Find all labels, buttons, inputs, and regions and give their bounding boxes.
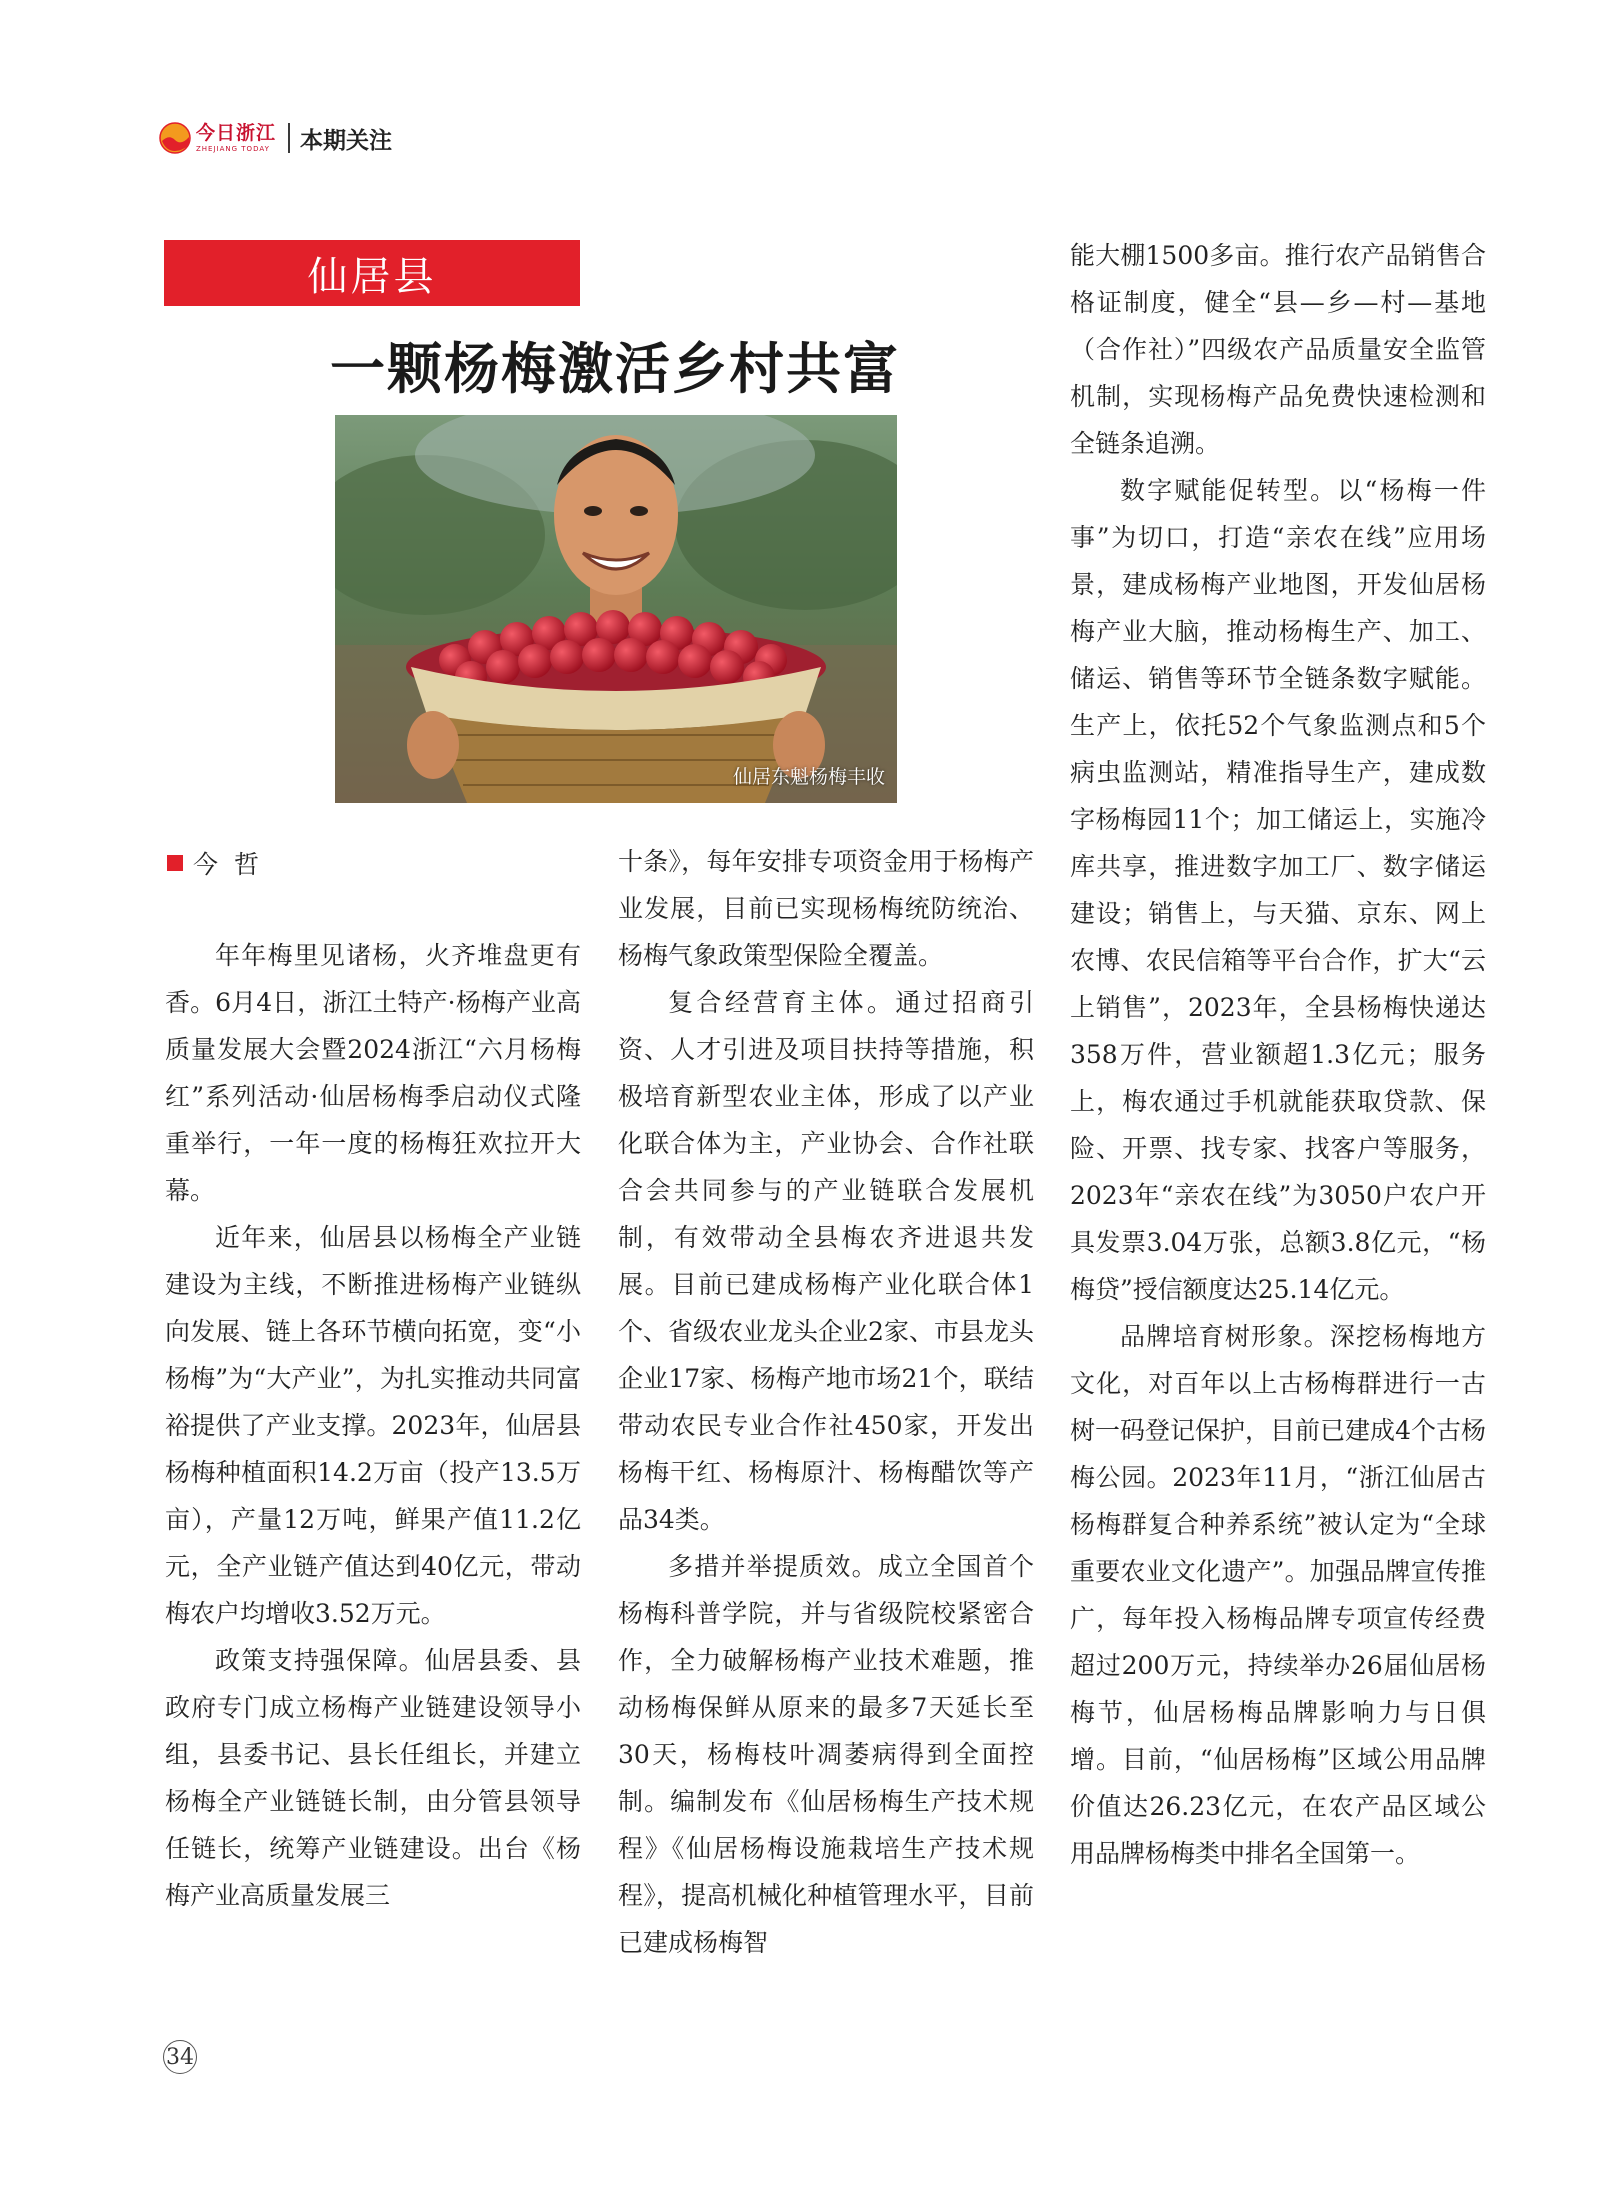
- magazine-logo: [158, 118, 276, 158]
- paragraph-continued: 十条》，每年安排专项资金用于杨梅产业发展，目前已实现杨梅统防统治、杨梅气象政策型保险全覆盖。: [618, 847, 1034, 970]
- text-column-3: [1070, 232, 1486, 1877]
- byline-square-icon: [167, 855, 183, 871]
- article-title: 一颗杨梅激活乡村共富: [330, 336, 901, 401]
- page-number: 34: [163, 2040, 197, 2074]
- logo-text-cn: 今日浙江: [196, 121, 277, 144]
- paragraph: 年年梅里见诸杨，火齐堆盘更有香。6月4日，浙江土特产·杨梅产业高质量发展大会暨2024浙江“六月杨梅红”系列活动·仙居杨梅季启动仪式隆重举行，一年一度的杨梅狂欢拉开大幕。: [165, 941, 581, 1205]
- paragraph: 多措并举提质效。成立全国首个杨梅科普学院，并与省级院校紧密合作，全力破解杨梅产业技术难题，推动杨梅保鲜从原来的最多7天延长至30天，杨梅枝叶凋萎病得到全面控制。编制发布《仙居杨梅生产技术规程》《仙居杨梅设施栽培生产技术规程》，提高机械化种植管理水平，目前已建成杨梅智: [618, 1552, 1034, 1957]
- header-divider: [288, 123, 290, 153]
- kicker-text: 仙居县: [307, 253, 437, 300]
- text-column-1: [165, 932, 581, 1919]
- author-name: 今哲: [193, 850, 276, 879]
- photo-caption: 仙居东魁杨梅丰收: [732, 766, 885, 788]
- kicker-banner: [164, 240, 580, 306]
- paragraph: 品牌培育树形象。深挖杨梅地方文化，对百年以上古杨梅群进行一古树一码登记保护，目前已建成4个古杨梅公园。2023年11月，“浙江仙居古杨梅群复合种养系统”被认定为“全球重要农业文化遗产”。加强品牌宣传推广，每年投入杨梅品牌专项宣传经费超过200万元，持续举办26届仙居杨梅节，仙居杨梅品牌影响力与日俱增。目前，“仙居杨梅”区域公用品牌价值达26.23亿元，在农产品区域公用品牌杨梅类中排名全国第一。: [1070, 1322, 1486, 1868]
- farmer-with-bayberry-basket-image: [335, 415, 897, 803]
- paragraph-continued: 能大棚1500多亩。推行农产品销售合格证制度，健全“县—乡—村—基地（合作社）”四级农产品质量安全监管机制，实现杨梅产品免费快速检测和全链条追溯。: [1070, 241, 1486, 458]
- section-label: 本期关注: [300, 127, 393, 154]
- text-column-2: [618, 838, 1034, 1966]
- page-header: [158, 118, 392, 158]
- paragraph: 政策支持强保障。仙居县委、县政府专门成立杨梅产业链建设领导小组，县委书记、县长任组长，并建立杨梅全产业链链长制，由分管县领导任链长，统筹产业链建设。出台《杨梅产业高质量发展三: [165, 1646, 581, 1910]
- paragraph: 复合经营育主体。通过招商引资、人才引进及项目扶持等措施，积极培育新型农业主体，形成了以产业化联合体为主，产业协会、合作社联合会共同参与的产业链联合发展机制，有效带动全县梅农齐进退共发展。目前已建成杨梅产业化联合体1个、省级农业龙头企业2家、市县龙头企业17家、杨梅产地市场21个，联结带动农民专业合作社450家，开发出杨梅干红、杨梅原汁、杨梅醋饮等产品34类。: [618, 988, 1034, 1534]
- logo-text-en: ZHEJIANG TODAY: [196, 144, 270, 153]
- author-byline: [167, 845, 275, 881]
- sun-wave-logo-icon: [158, 121, 192, 155]
- paragraph: 近年来，仙居县以杨梅全产业链建设为主线，不断推进杨梅产业链纵向发展、链上各环节横向拓宽，变“小杨梅”为“大产业”，为扎实推动共同富裕提供了产业支撑。2023年，仙居县杨梅种植面积14.2万亩（投产13.5万亩），产量12万吨，鲜果产值11.2亿元，全产业链产值达到40亿元，带动梅农户均增收3.52万元。: [165, 1223, 581, 1628]
- paragraph: 数字赋能促转型。以“杨梅一件事”为切口，打造“亲农在线”应用场景，建成杨梅产业地图，开发仙居杨梅产业大脑，推动杨梅生产、加工、储运、销售等环节全链条数字赋能。生产上，依托52个气象监测点和5个病虫监测站，精准指导生产，建成数字杨梅园11个；加工储运上，实施冷库共享，推进数字加工厂、数字储运建设；销售上，与天猫、京东、网上农博、农民信箱等平台合作，扩大“云上销售”，2023年，全县杨梅快递达358万件，营业额超1.3亿元；服务上，梅农通过手机就能获取贷款、保险、开票、找专家、找客户等服务，2023年“亲农在线”为3050户农户开具发票3.04万张，总额3.8亿元，“杨梅贷”授信额度达25.14亿元。: [1070, 476, 1486, 1304]
- article-photo: [335, 415, 897, 803]
